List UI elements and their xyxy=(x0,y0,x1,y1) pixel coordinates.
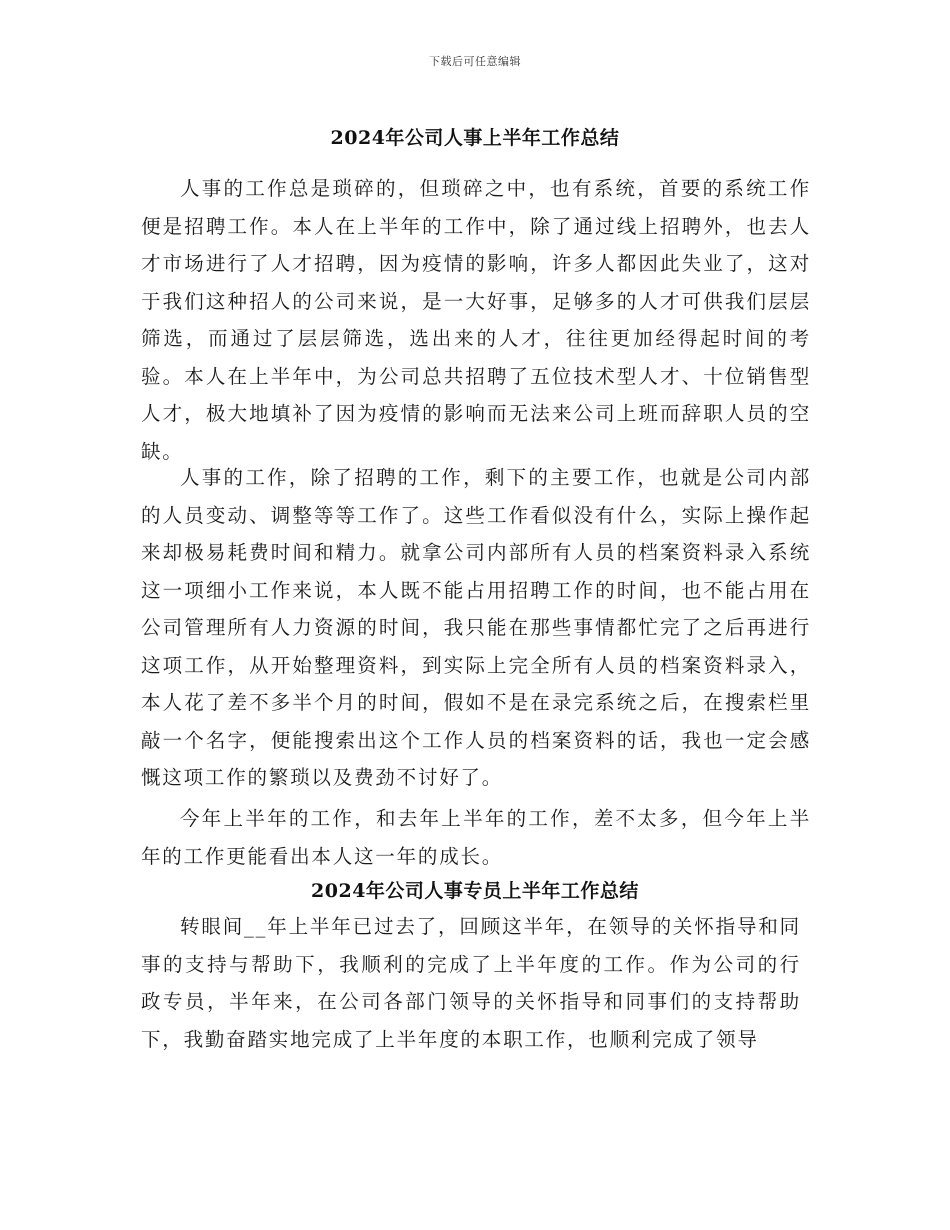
section-title-1: 2024年公司人事上半年工作总结 xyxy=(330,127,620,149)
paragraph-2: 人事的工作，除了招聘的工作，剩下的主要工作，也就是公司内部的人员变动、调整等等工作了。这些工作看似没有什么，实际上操作起来却极易耗费时间和精力。就拿公司内部所有人员的档案资料录入系统这一项细小工作来说，本人既不能占用招聘工作的时间，也不能占用在公司管理所有人力资源的时间，我只能在那些事情都忙完了之后再进行这项工作，从开始整理资料，到实际上完全所有人员的档案资料录入，本人花了差不多半个月的时间，假如不是在录完系统之后，在搜索栏里敲一个名字，便能搜索出这个工作人员的档案资料的话，我也一定会感慨这项工作的繁琐以及费劲不讨好了。 xyxy=(141,466,811,789)
paragraph-3: 今年上半年的工作，和去年上半年的工作，差不太多，但今年上半年的工作更能看出本人这一年的成长。 xyxy=(141,807,811,868)
section-title-2: 2024年公司人事专员上半年工作总结 xyxy=(311,880,639,902)
paragraph-4: 转眼间__年上半年已过去了，回顾这半年，在领导的关怀指导和同事的支持与帮助下，我顺利的完成了上半年度的工作。作为公司的行政专员，半年来，在公司各部门领导的关怀指导和同事们的支持帮助下，我勤奋踏实地完成了上半年度的本职工作，也顺利完成了领导 xyxy=(141,915,801,1051)
header-note: 下载后可任意编辑 xyxy=(429,55,521,68)
paragraph-1: 人事的工作总是琐碎的，但琐碎之中，也有系统，首要的系统工作便是招聘工作。本人在上半年的工作中，除了通过线上招聘外，也去人才市场进行了人才招聘，因为疫情的影响，许多人都因此失业了，这对于我们这种招人的公司来说，是一大好事，足够多的人才可供我们层层筛选，而通过了层层筛选，选出来的人才，往往更加经得起时间的考验。本人在上半年中，为公司总共招聘了五位技术型人才、十位销售型人才，极大地填补了因为疫情的影响而无法来公司上班而辞职人员的空缺。 xyxy=(141,177,811,463)
